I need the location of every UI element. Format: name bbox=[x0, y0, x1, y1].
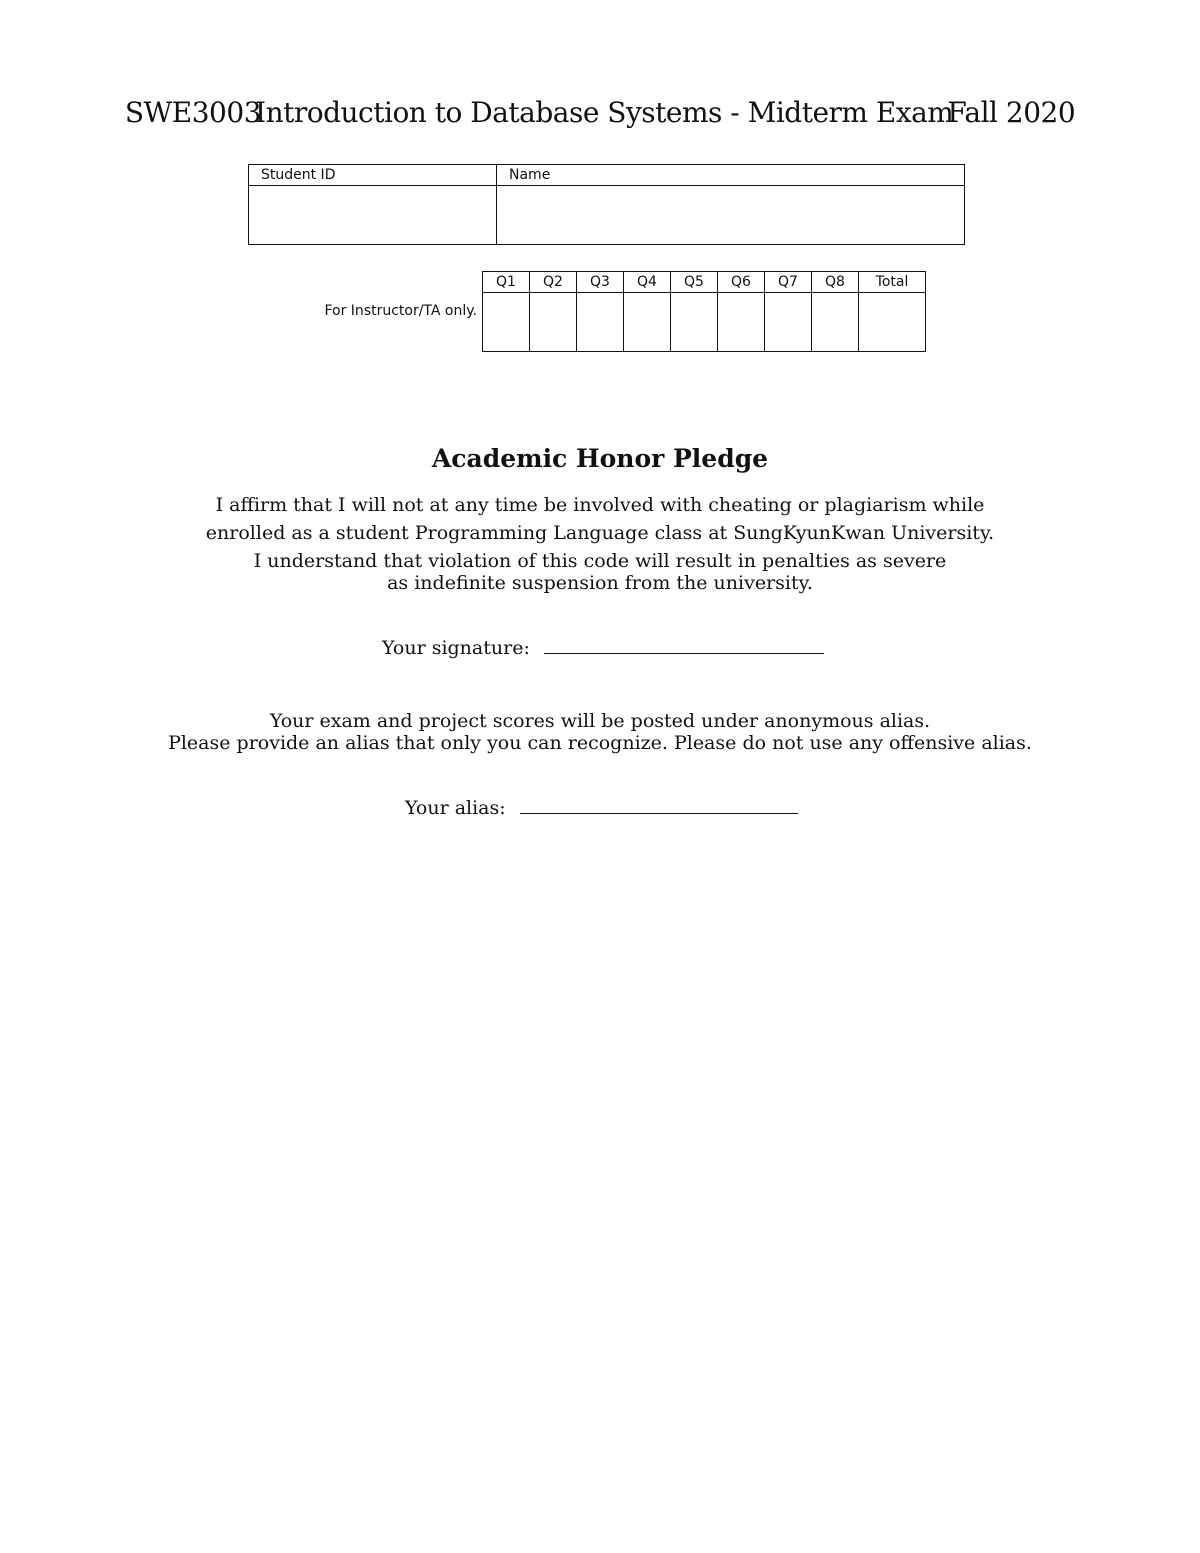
exam-term: Fall 2020 bbox=[947, 96, 1076, 129]
exam-title bbox=[0, 96, 1200, 129]
signature-row bbox=[382, 637, 824, 659]
q1-header: Q1 bbox=[483, 272, 530, 293]
alias-line[interactable] bbox=[520, 799, 798, 814]
alias-note-line: Your exam and project scores will be posted under anonymous alias. bbox=[269, 710, 931, 732]
course-title: Introduction to Database Systems - Midterm Exam bbox=[255, 96, 954, 129]
q2-header: Q2 bbox=[530, 272, 577, 293]
total-score-cell[interactable] bbox=[859, 293, 926, 352]
instructor-only-label: For Instructor/TA only. bbox=[324, 303, 477, 319]
pledge-line: as indefinite suspension from the university. bbox=[387, 572, 813, 594]
q8-score-cell[interactable] bbox=[812, 293, 859, 352]
q1-score-cell[interactable] bbox=[483, 293, 530, 352]
signature-line[interactable] bbox=[544, 639, 824, 654]
grading-table bbox=[482, 271, 926, 352]
alias-note-line: Please provide an alias that only you can recognize. Please do not use any offensive alias. bbox=[168, 732, 1032, 754]
student-id-header: Student ID bbox=[249, 165, 497, 186]
q3-header: Q3 bbox=[577, 272, 624, 293]
total-header: Total bbox=[859, 272, 926, 293]
pledge-line: I understand that violation of this code will result in penalties as severe bbox=[253, 550, 947, 572]
q5-header: Q5 bbox=[671, 272, 718, 293]
name-field[interactable] bbox=[497, 186, 965, 245]
pledge-line: enrolled as a student Programming Language class at SungKyunKwan University. bbox=[205, 522, 995, 544]
pledge-title: Academic Honor Pledge bbox=[431, 444, 769, 473]
name-header: Name bbox=[497, 165, 965, 186]
course-code: SWE3003 bbox=[124, 96, 262, 129]
signature-label: Your signature: bbox=[382, 637, 530, 659]
student-id-field[interactable] bbox=[249, 186, 497, 245]
q4-score-cell[interactable] bbox=[624, 293, 671, 352]
q6-score-cell[interactable] bbox=[718, 293, 765, 352]
alias-row bbox=[405, 797, 798, 819]
student-info-table bbox=[248, 164, 965, 245]
q3-score-cell[interactable] bbox=[577, 293, 624, 352]
q8-header: Q8 bbox=[812, 272, 859, 293]
q6-header: Q6 bbox=[718, 272, 765, 293]
pledge-line: I affirm that I will not at any time be involved with cheating or plagiarism while bbox=[215, 494, 985, 516]
q2-score-cell[interactable] bbox=[530, 293, 577, 352]
q5-score-cell[interactable] bbox=[671, 293, 718, 352]
q4-header: Q4 bbox=[624, 272, 671, 293]
q7-header: Q7 bbox=[765, 272, 812, 293]
q7-score-cell[interactable] bbox=[765, 293, 812, 352]
alias-label: Your alias: bbox=[405, 797, 506, 819]
